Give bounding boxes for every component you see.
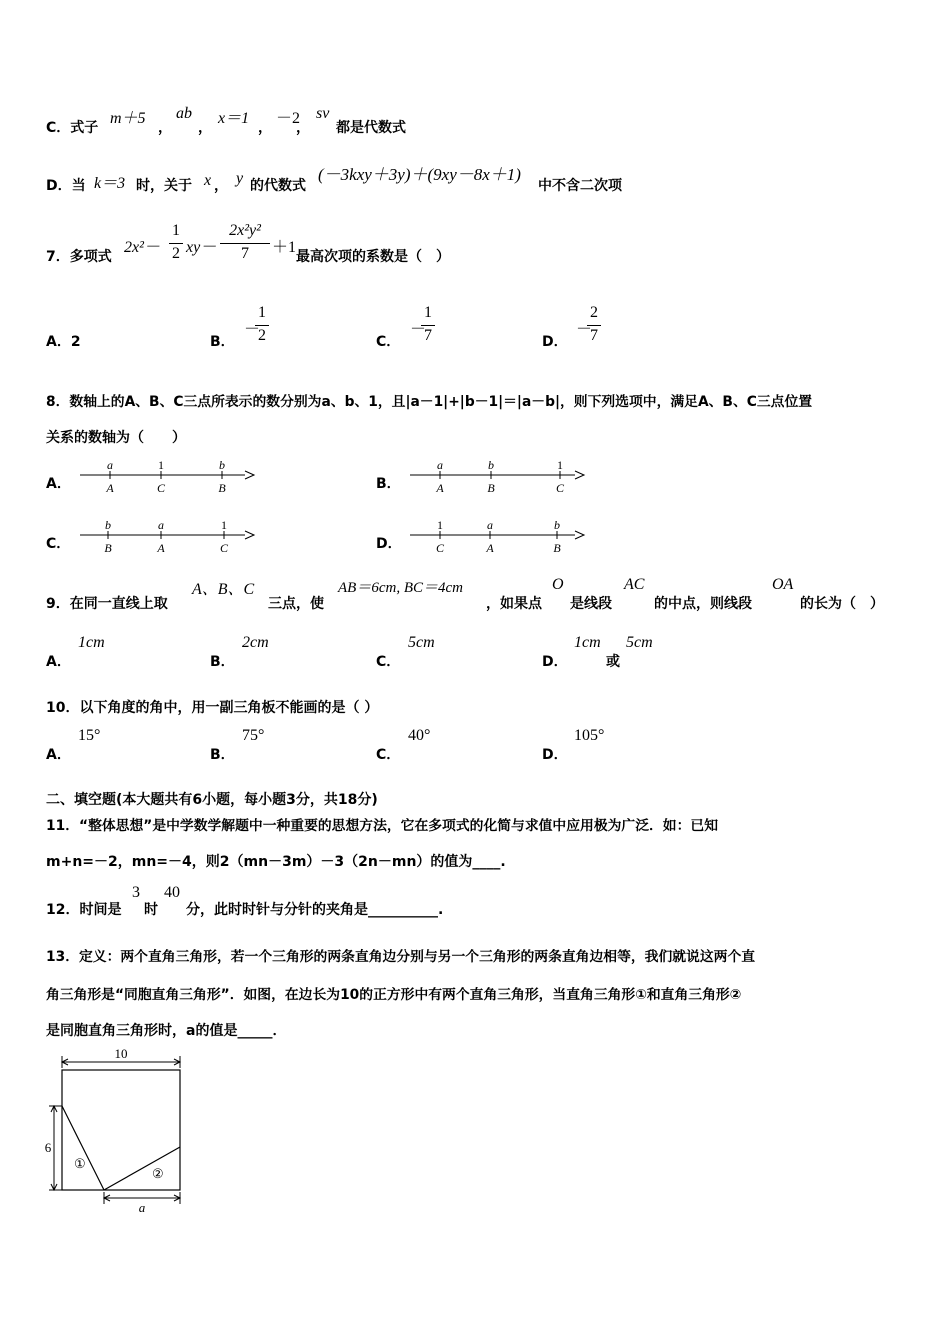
q12-minute: 40 xyxy=(164,884,180,901)
q13-figure xyxy=(40,1044,200,1214)
q9-option-c-label: C． xyxy=(376,654,401,670)
q13-line1: 13．定义：两个直角三角形，若一个三角形的两条直角边分别与另一个三角形的两条直角边相等，我们就说这两个直 xyxy=(46,949,756,965)
q6d-x: x xyxy=(204,172,212,189)
figure-bottom-label: a xyxy=(138,1200,146,1214)
q8-numberline-c xyxy=(80,516,260,556)
section-heading: 二、填空题(本大题共有6小题，每小题3分，共18分) xyxy=(46,792,378,808)
q9-option-b xyxy=(210,634,310,668)
q10-option-b-value: 75° xyxy=(242,727,265,744)
q7-frac1-bar xyxy=(169,243,183,244)
q7-frac2-bar xyxy=(220,243,270,244)
q7-option-d-num: 2 xyxy=(590,304,598,321)
q6d-k-eq: k＝3 xyxy=(94,175,126,192)
q7-option-b-label: B． xyxy=(210,334,235,350)
q9-option-b-label: B． xyxy=(210,654,235,670)
q7-option-c-label: C． xyxy=(376,334,401,350)
q13-line2: 角三角形是“同胞直角三角形”．如图，在边长为10的正方形中有两个直角三角形，当直角三角形①和直角三角形② xyxy=(46,987,742,1003)
tick-label: b xyxy=(105,518,111,532)
q10-option-a-label: A． xyxy=(46,747,71,763)
figure-left-label: 6 xyxy=(44,1140,52,1155)
q7-option-d-den: 7 xyxy=(590,327,598,344)
q7-option-c-bar xyxy=(421,325,435,326)
q9-option-c-value: 5cm xyxy=(408,634,435,651)
q10-stem: 10．以下角度的角中，用一副三角板不能画的是（ ） xyxy=(46,700,379,716)
q9-mid4: 的中点，则线段 xyxy=(654,596,752,612)
point-label: A xyxy=(106,481,114,495)
q7-option-c xyxy=(376,304,456,354)
q7-prefix: 7．多项式 xyxy=(46,249,112,265)
q9-option-d-value2: 5cm xyxy=(626,634,653,651)
q10-option-b xyxy=(210,727,310,761)
tick-label: 1 xyxy=(158,458,164,472)
q9-condition: AB＝6cm, BC＝4cm xyxy=(338,580,463,596)
q7-option-d-label: D． xyxy=(542,334,568,350)
q9-option-d-value: 1cm xyxy=(574,634,601,651)
q9-stem xyxy=(46,576,906,612)
q9-option-a xyxy=(46,634,146,668)
q7-option-d xyxy=(542,304,622,354)
q7-frac2-num: 2x²y² xyxy=(229,222,261,239)
q7-option-a xyxy=(46,331,81,351)
q10-option-c-value: 40° xyxy=(408,727,431,744)
q13-line3: 是同胞直角三角形时，a的值是_____． xyxy=(46,1023,287,1039)
q6c-sep: ， xyxy=(258,120,272,136)
tick-label: a xyxy=(487,518,493,532)
q8-option-a-label: A． xyxy=(46,476,71,492)
q7-frac1-den: 2 xyxy=(172,245,180,262)
q6d-expression: (－3kxy＋3y)＋(9xy－8x＋1) xyxy=(318,165,521,184)
q11-line2: m+n=－2，mn=－4，则2（mn－3m）－3（2n－mn）的值为____. xyxy=(46,854,506,870)
q8-numberline-b xyxy=(410,456,590,496)
q8-option-c-label: C． xyxy=(46,536,71,552)
tick-label: 1 xyxy=(557,458,563,472)
q8-stem-line2: 关系的数轴为（ ） xyxy=(46,430,186,446)
q7-frac2-den: 7 xyxy=(241,245,249,262)
q10-option-b-label: B． xyxy=(210,747,235,763)
q7-option-c-num: 1 xyxy=(424,304,432,321)
q9-point-o: O xyxy=(552,576,564,593)
q6d-mid2: 的代数式 xyxy=(250,178,306,194)
q9-suffix: 的长为（ ） xyxy=(800,596,884,612)
q6d-comma: ， xyxy=(214,178,228,194)
point-label: A xyxy=(157,541,165,555)
point-label: B xyxy=(218,481,226,495)
q9-mid2: ，如果点 xyxy=(486,596,542,612)
q12-hour: 3 xyxy=(132,884,140,901)
q9-option-b-value: 2cm xyxy=(242,634,269,651)
q8-numberline-d xyxy=(410,516,590,556)
q7-option-b-num: 1 xyxy=(258,304,266,321)
q10-option-c-label: C． xyxy=(376,747,401,763)
q8-option-d-label: D． xyxy=(376,536,402,552)
triangle2-hypotenuse xyxy=(104,1147,180,1190)
q11-line1: 11．“整体思想”是中学数学解题中一种重要的思想方法，它在多项式的化简与求值中应用极为广泛．如：已知 xyxy=(46,818,718,834)
point-label: A xyxy=(436,481,444,495)
q7-option-b-den: 2 xyxy=(258,327,266,344)
q7-stem xyxy=(46,222,486,272)
q7-option-c-den: 7 xyxy=(424,327,432,344)
point-label: C xyxy=(435,541,445,555)
q9-option-d-label: D． xyxy=(542,654,568,670)
q9-option-d-or: 或 xyxy=(606,654,620,670)
q7-option-a-value: 2 xyxy=(70,334,81,350)
q6d-suffix: 中不含二次项 xyxy=(538,178,622,194)
q9-option-d xyxy=(542,634,702,668)
point-label: C xyxy=(156,481,166,495)
triangle1-hypotenuse xyxy=(62,1106,104,1190)
q7-option-a-label: A． xyxy=(46,334,71,350)
q9-prefix: 9．在同一直线上取 xyxy=(46,596,168,612)
q7-option-d-bar xyxy=(587,325,601,326)
triangle1-label: ① xyxy=(74,1156,86,1171)
q12-mid: 时 xyxy=(144,902,158,918)
q10-option-d-value: 105° xyxy=(574,727,605,744)
point-label: C xyxy=(219,541,229,555)
tick-label: b xyxy=(219,458,225,472)
q7-option-b-sign: － xyxy=(244,321,261,338)
q7-option-b-bar xyxy=(255,325,269,326)
tick-label: 1 xyxy=(221,518,227,532)
tick-label: 1 xyxy=(437,518,443,532)
q10-option-d xyxy=(542,727,642,761)
q10-option-a-value: 15° xyxy=(78,727,101,744)
q9-option-a-label: A． xyxy=(46,654,71,670)
q9-points: A、B、C xyxy=(192,581,255,598)
q9-mid1: 三点，使 xyxy=(268,596,324,612)
q10-option-a xyxy=(46,727,146,761)
q10-option-d-label: D． xyxy=(542,747,568,763)
q8-numberline-a xyxy=(80,456,260,496)
figure-top-label: 10 xyxy=(114,1046,128,1061)
q8-stem-line1: 8．数轴上的A、B、C三点所表示的数分别为a、b、1，且|a－1|+|b－1|＝|a－b|，则下列选项中，满足A、B、C三点位置 xyxy=(46,394,813,410)
q7-term2: xy－ xyxy=(186,239,217,256)
q6c-sep: ， xyxy=(158,120,172,136)
q7-frac1-num: 1 xyxy=(172,222,180,239)
q6c-expr-neg2: －2 xyxy=(276,110,301,127)
tick-label: a xyxy=(437,458,443,472)
tick-label: a xyxy=(158,518,164,532)
q6c-expr-m5: m＋5 xyxy=(110,110,146,127)
q6c-sep: ， xyxy=(198,120,212,136)
q9-option-a-value: 1cm xyxy=(78,634,105,651)
point-label: B xyxy=(487,481,495,495)
q8-option-b-label: B． xyxy=(376,476,401,492)
q9-option-c xyxy=(376,634,476,668)
triangle2-label: ② xyxy=(152,1166,164,1181)
q12-suffix: 分，此时时针与分针的夹角是__________. xyxy=(186,902,444,918)
q9-segment-ac: AC xyxy=(624,576,645,593)
q7-option-d-sign: － xyxy=(576,321,593,338)
q12-stem xyxy=(46,882,546,918)
q6c-suffix: 都是代数式 xyxy=(336,120,406,136)
q7-option-b xyxy=(210,304,290,354)
q6d-mid1: 时，关于 xyxy=(136,178,192,194)
tick-label: b xyxy=(554,518,560,532)
q6c-expr-ab: ab xyxy=(176,105,192,122)
q9-mid3: 是线段 xyxy=(570,596,612,612)
q7-option-c-sign: － xyxy=(410,321,427,338)
q6c-sep: ， xyxy=(296,120,310,136)
point-label: B xyxy=(553,541,561,555)
q6c-expr-x1: x＝1 xyxy=(218,110,250,127)
tick-label: b xyxy=(488,458,494,472)
q7-term1: 2x²－ xyxy=(124,239,160,256)
point-label: A xyxy=(486,541,494,555)
q12-prefix: 12．时间是 xyxy=(46,902,122,918)
q10-option-c xyxy=(376,727,476,761)
tick-label: a xyxy=(107,458,113,472)
q6c-prefix: C．式子 xyxy=(46,120,99,136)
q6c-expr-sv: sv xyxy=(316,105,330,122)
point-label: C xyxy=(555,481,565,495)
q7-term3: ＋1 xyxy=(272,239,297,256)
point-label: B xyxy=(104,541,112,555)
q6d-prefix: D．当 xyxy=(46,178,86,194)
q7-suffix: 最高次项的系数是（ ） xyxy=(296,249,450,265)
q9-segment-oa: OA xyxy=(772,576,794,593)
q6d-y: y xyxy=(236,170,244,187)
